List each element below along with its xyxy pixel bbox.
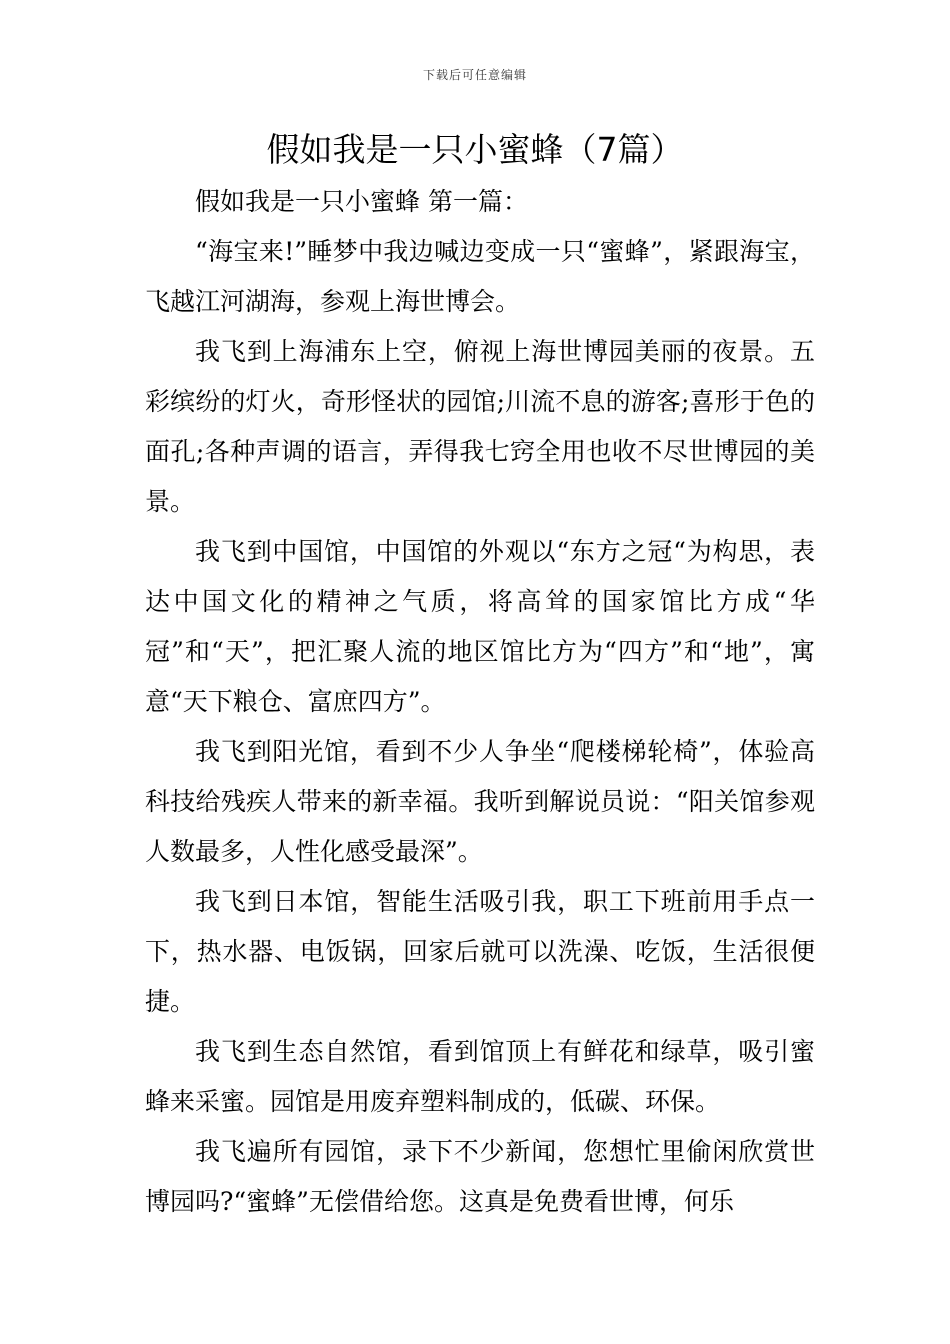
paragraph: 假如我是一只小蜜蜂 第一篇： <box>195 187 528 216</box>
paragraph: 我飞到中国馆，中国馆的外观以“东方之冠“为构思，表达中国文化的精神之气质，将高耸的国家馆比方成“华冠”和“天”，把汇聚人流的地区馆比方为“四方”和“地”，寓意“天下粮仓、富庶四方”。 <box>145 537 815 716</box>
paragraph: 我飞到日本馆，智能生活吸引我，职工下班前用手点一下，热水器、电饭锅，回家后就可以洗澡、吃饭，生活很便捷。 <box>145 887 815 1016</box>
paragraph: 我飞到生态自然馆，看到馆顶上有鲜花和绿草，吸引蜜蜂来采蜜。园馆是用废弃塑料制成的，低碳、环保。 <box>145 1037 815 1116</box>
paragraph: 我飞到上海浦东上空，俯视上海世博园美丽的夜景。五彩缤纷的灯火，奇形怪状的园馆;川流不息的游客;喜形于色的面孔;各种声调的语言，弄得我七窍全用也收不尽世博园的美景。 <box>145 337 815 516</box>
paragraph: 我飞遍所有园馆，录下不少新闻，您想忙里偷闲欣赏世博园吗?“蜜蜂”无偿借给您。这真是免费看世博，何乐 <box>145 1137 815 1216</box>
paragraph: “海宝来!”睡梦中我边喊边变成一只“蜜蜂”，紧跟海宝，飞越江河湖海，参观上海世博会。 <box>145 237 815 316</box>
header-note: 下载后可任意编辑 <box>422 68 527 82</box>
document-title: 假如我是一只小蜜蜂（7篇） <box>266 130 684 169</box>
paragraph: 我飞到阳光馆，看到不少人争坐“爬楼梯轮椅”，体验高科技给残疾人带来的新幸福。我听到解说员说：“阳关馆参观人数最多，人性化感受最深”。 <box>145 737 815 866</box>
document-body <box>145 177 815 1227</box>
